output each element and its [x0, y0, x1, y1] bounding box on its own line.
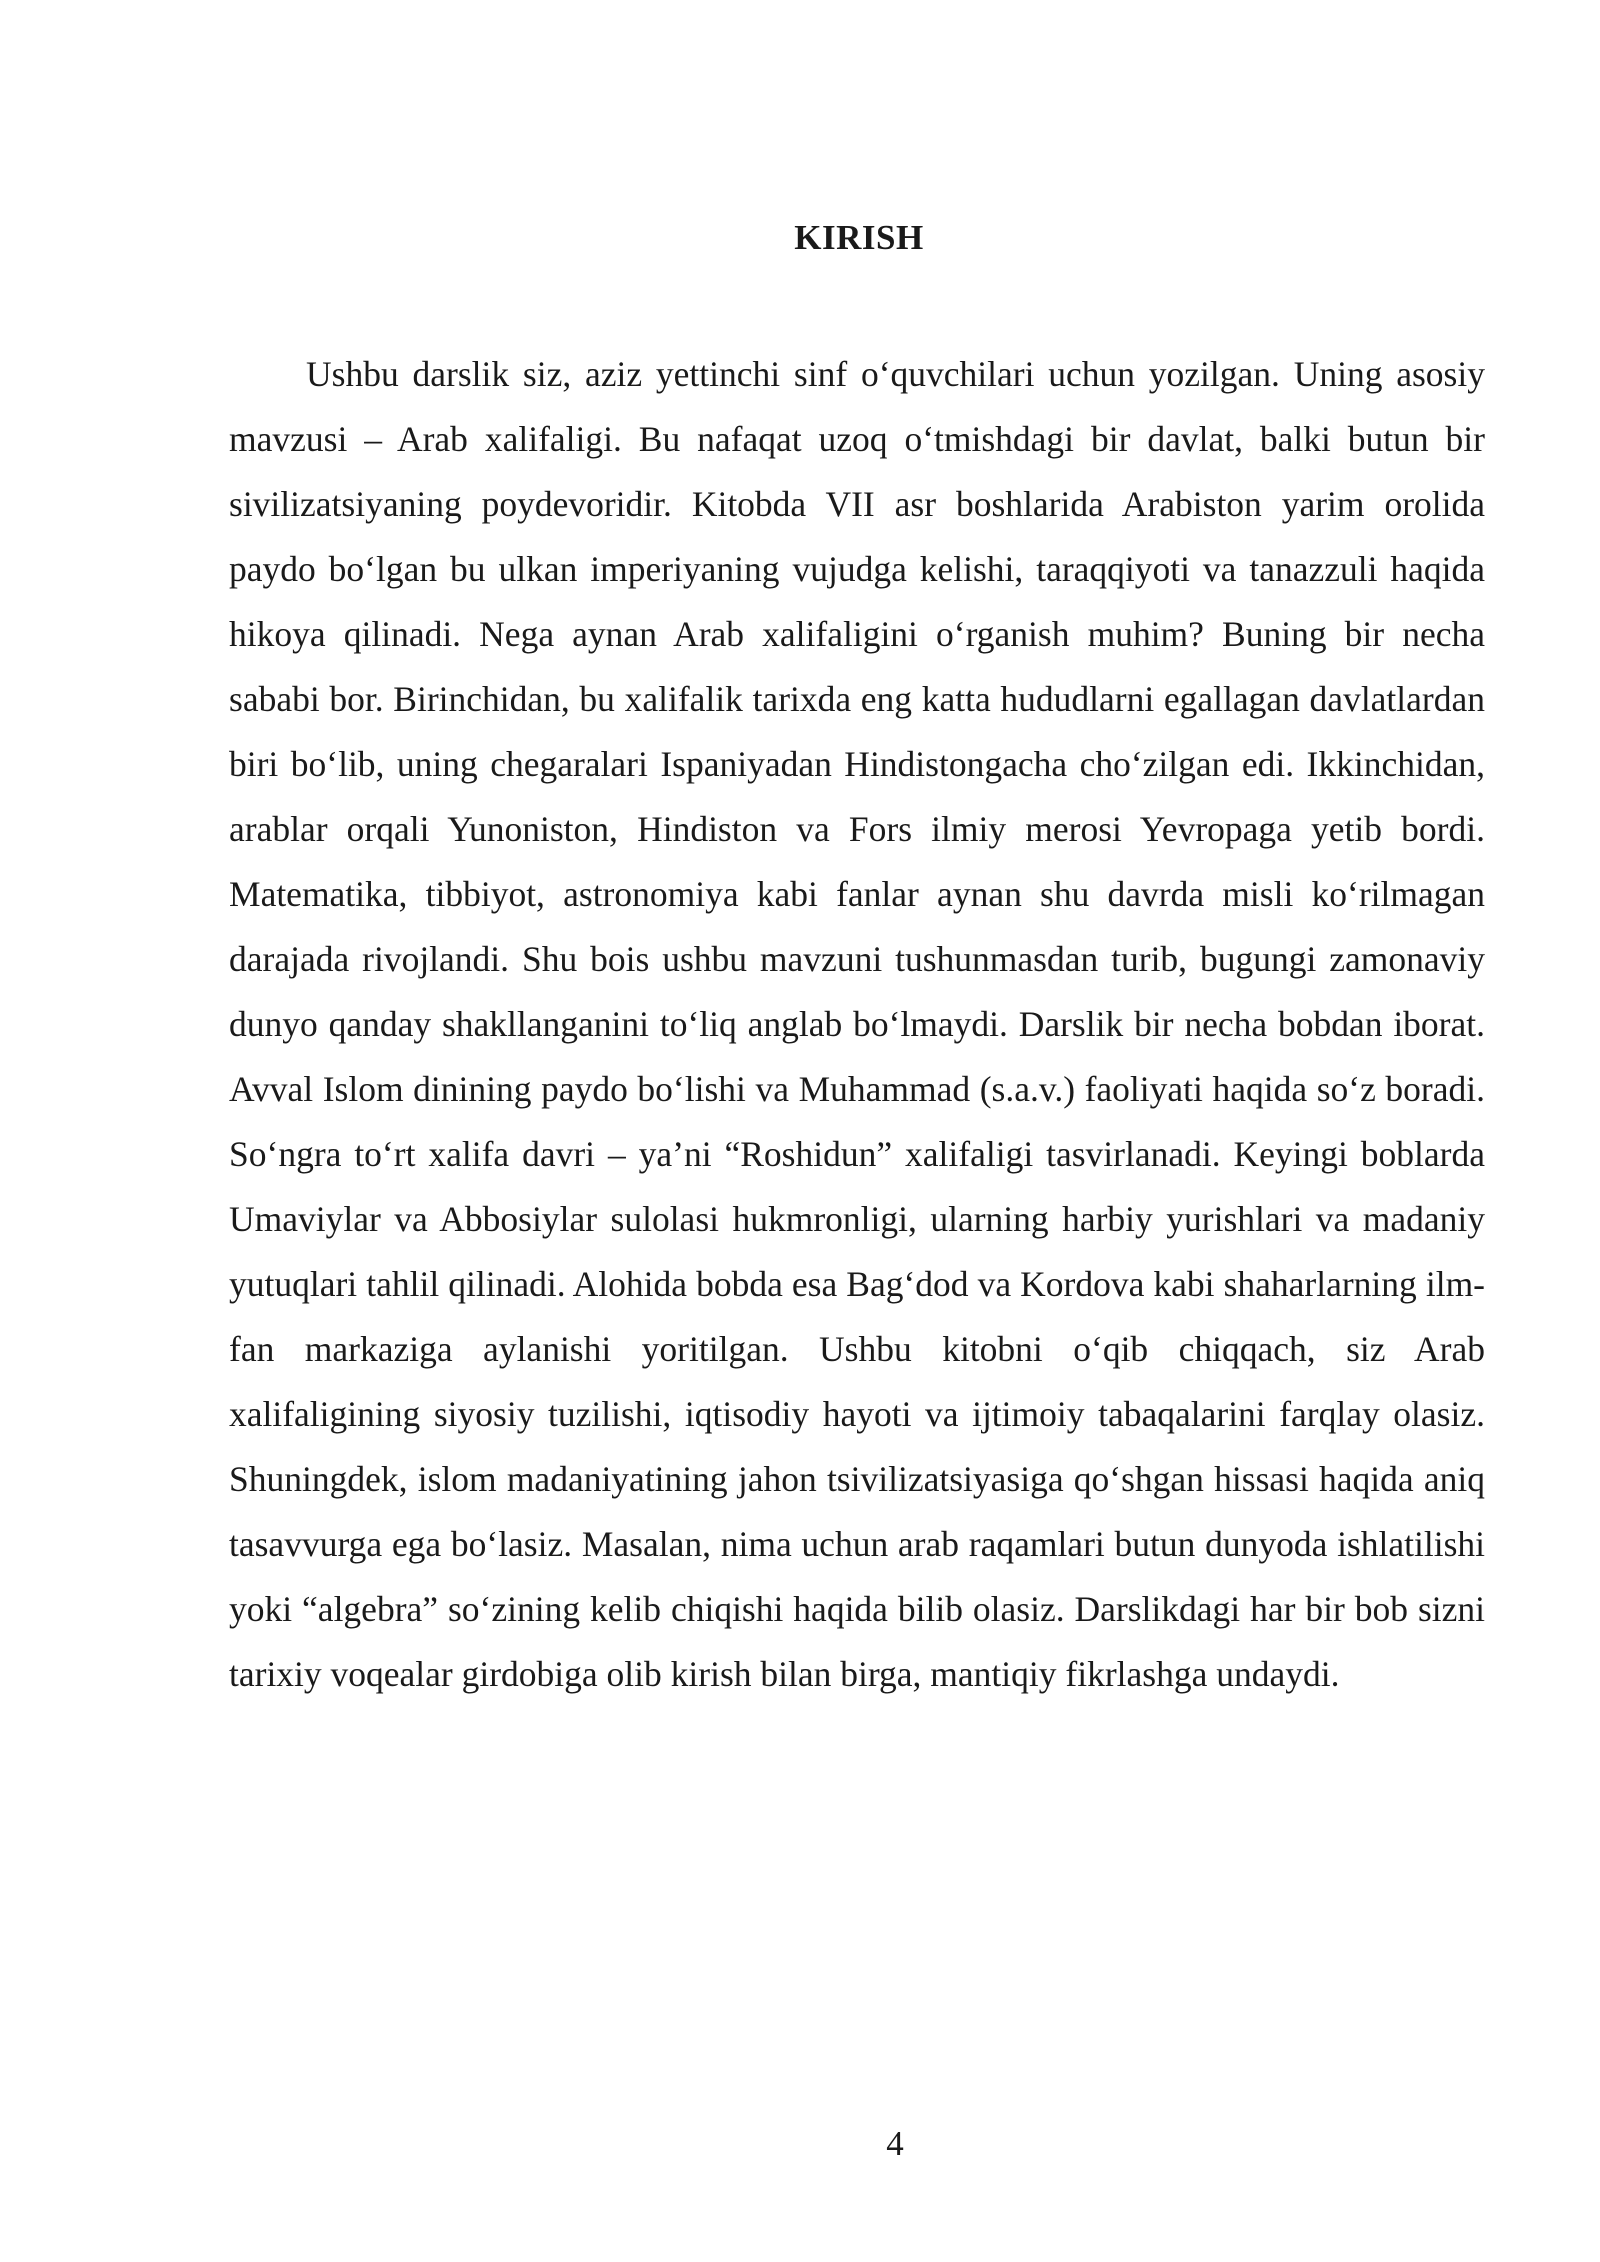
- body-paragraph: Ushbu darslik siz, aziz yettinchi sinf o‘quvchilari uchun yozilgan. Uning asosiy mavzusi – Arab xalifaligi. Bu nafaqat uzoq o‘tmishdagi bir davlat, balki butun bir sivilizatsiyaning poydevoridir. Kitobda VII asr boshlarida Arabiston yarim orolida paydo bo‘lgan bu ulkan imperiyaning vujudga kelishi, taraqqiyoti va tanazzuli haqida hikoya qilinadi. Nega aynan Arab xalifaligini o‘rganish muhim? Buning bir necha sababi bor. Birinchidan, bu xalifalik tarixda eng katta hududlarni egallagan davlatlardan biri bo‘lib, uning chegaralari Ispaniyadan Hindistongacha cho‘zilgan edi. Ikkinchidan, arablar orqali Yunoniston, Hindiston va Fors ilmiy merosi Yevropaga yetib bordi. Matematika, tibbiyot, astronomiya kabi fanlar aynan shu davrda misli ko‘rilmagan darajada rivojlandi. Shu bois ushbu mavzuni tushunmasdan turib, bugungi zamonaviy dunyo qanday shakllanganini to‘liq anglab bo‘lmaydi. Darslik bir necha bobdan iborat. Avval Islom dinining paydo bo‘lishi va Muhammad (s.a.v.) faoliyati haqida so‘z boradi. So‘ngra to‘rt xalifa davri – ya’ni “Roshidun” xalifaligi tasvirlanadi. Keyingi boblarda Umaviylar va Abbosiylar sulolasi hukmronligi, ularning harbiy yurishlari va madaniy yutuqlari tahlil qilinadi. Alohida bobda esa Bag‘dod va Kordova kabi shaharlarning ilm-fan markaziga aylanishi yoritilgan. Ushbu kitobni o‘qib chiqqach, siz Arab xalifaligining siyosiy tuzilishi, iqtisodiy hayoti va ijtimoiy tabaqalarini farqlay olasiz. Shuningdek, islom madaniyatining jahon tsivilizatsiyasiga qo‘shgan hissasi haqida aniq tasavvurga ega bo‘lasiz. Masalan, nima uchun arab raqamlari butun dunyoda ishlatilishi yoki “algebra” so‘zining kelib chiqishi haqida bilib olasiz. Darslikdagi har bir bob sizni tarixiy voqealar girdobiga olib kirish bilan birga, mantiqiy fikrlashga undaydi.: [229, 354, 1485, 1694]
- page-number: 4: [886, 2124, 904, 2163]
- page-heading: KIRISH: [794, 218, 924, 257]
